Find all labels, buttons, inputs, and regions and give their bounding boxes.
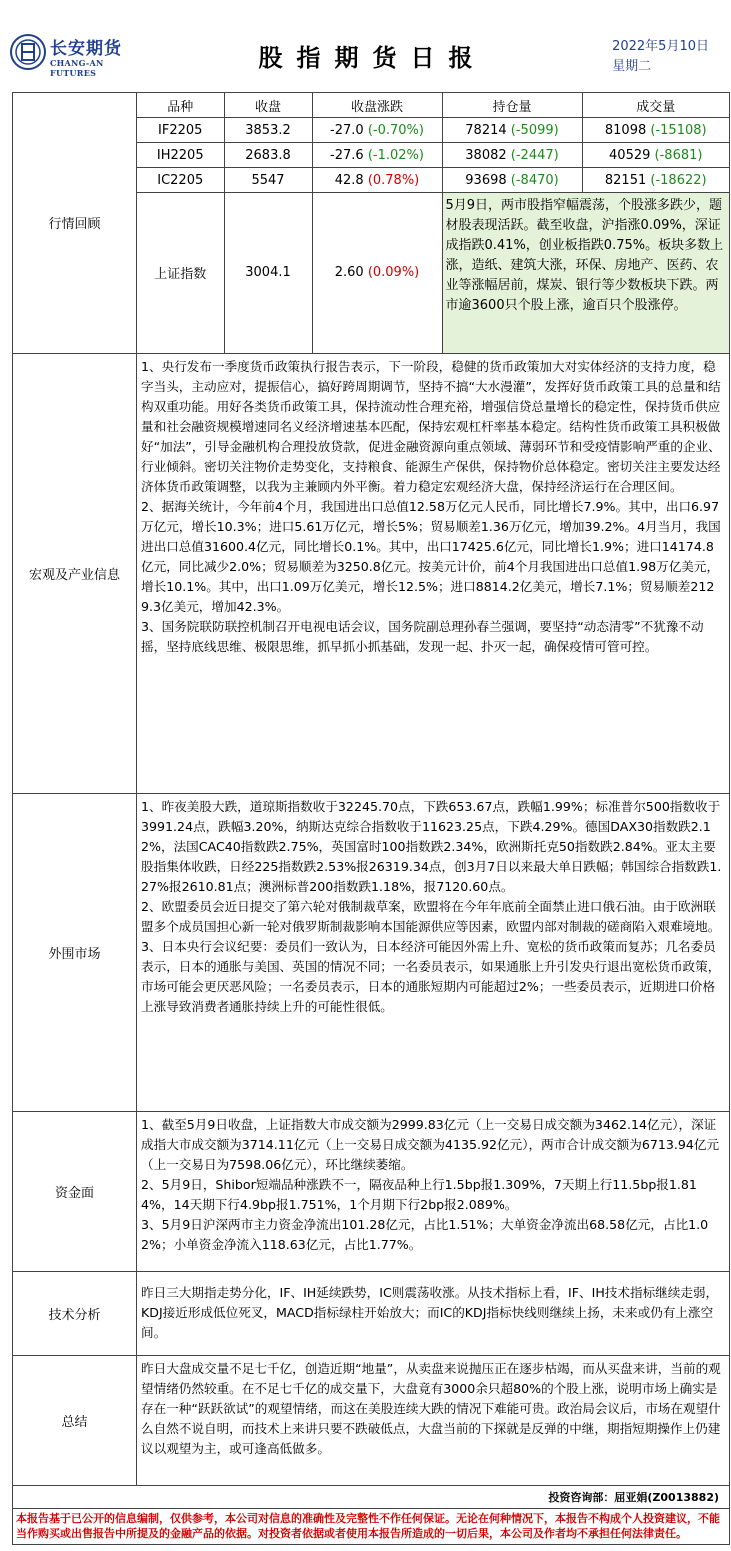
market-table xyxy=(137,93,729,353)
change-value: -27.0 xyxy=(330,122,364,138)
open-interest xyxy=(442,168,582,193)
report-date-text: 2022年5月10日 xyxy=(612,39,709,54)
table-row xyxy=(137,118,729,143)
index-change-value: 2.60 xyxy=(334,265,364,281)
summary-section-text: 昨日大盘成交量不足七千亿，创造近期“地量”，从卖盘来说抛压正在逐步枯竭，而从买盘来讲，当前的观望情绪仍然较重。在不足七千亿的成交量下，大盘竟有3000余只超80%的个股上涨，说明市场上确实是存在一种“跃跃欲试”的观望情绪，而这在美股连续大跌的情况下难能可贵。政治局会议后，市场在观望什么自然不说自明，而技术上来讲只要不跌破低点，大盘当前的下探就是反弹的中继，期指短期操作上仍建议以观望为主，或可逢高低做多。 xyxy=(137,1355,730,1485)
contract-name: IF2205 xyxy=(137,118,224,143)
col-header-open-interest: 持仓量 xyxy=(442,93,582,118)
change-value: 42.8 xyxy=(334,172,364,188)
oi-value: 93698 xyxy=(465,172,507,188)
logo-english-name: CHANG-AN FUTURES xyxy=(50,58,104,78)
close-change xyxy=(312,143,442,168)
index-close: 3004.1 xyxy=(224,193,312,353)
funds-section-text: 1、截至5月9日收盘，上证指数大市成交额为2999.83亿元（上一交易日成交额为3462.14亿元），深证成指大市成交额为3714.11亿元（上一交易日成交额为4135.92亿元），两市合计成交额为6713.94亿元（上一交易日为7598.06亿元），环比继续萎缩。 2、5月9日，Shibor短端品种涨跌不一，隔夜品种上行1.5bp报1.309%，7天期上行11.5bp报1.814%，14天期下行4.9bp报1.751%，1个月期下行2bp报2.089%。 3、5月9日沪深两市主力资金净流出101.28亿元，占比1.51%；大单资金净流出68.58亿元，占比1.02%；小单资金净流入118.63亿元，占比1.77%。 xyxy=(137,1111,730,1271)
close-price: 5547 xyxy=(224,168,312,193)
report-table xyxy=(12,92,730,1545)
col-header-volume: 成交量 xyxy=(582,93,729,118)
disclaimer-text: 本报告基于已公开的信息编制，仅供参考，本公司对信息的准确性及完整性不作任何保证。无论在何种情况下，本报告不构成个人投资建议，不能当作购买或出售报告中所提及的金融产品的依据。对投资者依据或者使用本报告所造成的一切后果，本公司及作者均不承担任何法律责任。 xyxy=(13,1508,730,1544)
close-change xyxy=(312,118,442,143)
table-row xyxy=(137,143,729,168)
open-interest xyxy=(442,143,582,168)
change-pct: (-0.70%) xyxy=(367,122,424,138)
col-header-change: 收盘涨跌 xyxy=(312,93,442,118)
index-change-pct: (0.09%) xyxy=(367,265,420,281)
technical-section-text: 昨日三大期指走势分化，IF、IH延续跌势，IC则震荡收涨。从技术指标上看，IF、IH技术指标继续走弱，KDJ接近形成低位死叉，MACD指标绿柱开始放大；而IC的KDJ指标快线则继续上扬，未来或仍有上涨空间。 xyxy=(137,1271,730,1355)
volume-change: (-8681) xyxy=(654,147,703,163)
funds-section xyxy=(13,1111,730,1271)
macro-section-label: 宏观及产业信息 xyxy=(13,353,137,793)
index-row xyxy=(137,193,729,353)
change-pct: (0.78%) xyxy=(367,172,420,188)
col-header-close: 收盘 xyxy=(224,93,312,118)
technical-section-label: 技术分析 xyxy=(13,1271,137,1355)
contract-name: IH2205 xyxy=(137,143,224,168)
summary-section-label: 总结 xyxy=(13,1355,137,1485)
oi-change: (-8470) xyxy=(510,172,559,188)
index-change xyxy=(312,193,442,353)
volume xyxy=(582,168,729,193)
report-title: 股指期货日报 xyxy=(258,44,487,72)
oi-change: (-2447) xyxy=(510,147,559,163)
contract-name: IC2205 xyxy=(137,168,224,193)
change-pct: (-1.02%) xyxy=(367,147,424,163)
analyst-signature: 投资咨询部：屈亚娟(Z0013882) xyxy=(13,1485,730,1508)
summary-section xyxy=(13,1355,730,1485)
col-header-variety: 品种 xyxy=(137,93,224,118)
volume-change: (-15108) xyxy=(650,122,707,138)
technical-section xyxy=(13,1271,730,1355)
market-section-label: 行情回顾 xyxy=(13,93,137,354)
macro-section xyxy=(13,353,730,793)
volume xyxy=(582,143,729,168)
disclaimer-row xyxy=(13,1508,730,1544)
signature-row xyxy=(13,1485,730,1508)
oi-value: 78214 xyxy=(465,122,507,138)
market-commentary: 5月9日，两市股指窄幅震荡，个股涨多跌少，题材股表现活跃。截至收盘，沪指涨0.09%，深证成指跌0.41%，创业板指跌0.75%。板块多数上涨，造纸、建筑大涨，环保、房地产、医药、农业等涨幅居前，煤炭、银行等少数板块下跌。两市逾3600只个股上涨，逾百只个股涨停。 xyxy=(442,193,729,353)
funds-section-label: 资金面 xyxy=(13,1111,137,1271)
external-section-text: 1、昨夜美股大跌，道琼斯指数收于32245.70点，下跌653.67点，跌幅1.99%；标准普尔500指数收于3991.24点，跌幅3.20%，纳斯达克综合指数收于11623.25点，下跌4.29%。德国DAX30指数跌2.12%，法国CAC40指数跌2.75%，英国富时100指数跌2.34%，欧洲斯托克50指数跌2.84%。亚太主要股指集体收跌，日经225指数跌2.53%报26319.34点，创3月7日以来最大单日跌幅；韩国综合指数跌1.27%报2610.81点；澳洲标普200指数跌1.18%，报7120.60点。 2、欧盟委员会近日提交了第六轮对俄制裁草案，欧盟将在今年年底前全面禁止进口俄石油。由于欧洲联盟多个成员国担心新一轮对俄罗斯制裁影响本国能源供应等因素，欧盟内部对制裁的磋商陷入艰难境地。 3、日本央行会议纪要：委员们一致认为，日本经济可能因外需上升、宽松的货币政策而复苏；几名委员表示，日本的通胀与美国、英国的情况不同；一名委员表示，如果通胀上升引发央行退出宽松货币政策，市场可能会更厌恶风险；一名委员表示，日本的通胀短期内可能超过2%；一些委员表示，近期进口价格上涨导致消费者通胀持续上升的可能性很低。 xyxy=(137,793,730,1111)
logo-chinese-name: 长安期货 xyxy=(50,39,122,59)
market-table-header xyxy=(137,93,729,118)
oi-change: (-5099) xyxy=(510,122,559,138)
close-price: 3853.2 xyxy=(224,118,312,143)
volume-change: (-18622) xyxy=(650,172,707,188)
external-section-label: 外围市场 xyxy=(13,793,137,1111)
index-name: 上证指数 xyxy=(137,193,224,353)
volume xyxy=(582,118,729,143)
report-weekday: 星期二 xyxy=(612,59,652,74)
volume-value: 82151 xyxy=(604,172,647,188)
volume-value: 40529 xyxy=(609,147,651,163)
market-section-content xyxy=(137,93,730,354)
close-price: 2683.8 xyxy=(224,143,312,168)
external-section xyxy=(13,793,730,1111)
table-row xyxy=(137,168,729,193)
close-change xyxy=(312,168,442,193)
oi-value: 38082 xyxy=(465,147,507,163)
macro-section-text: 1、央行发布一季度货币政策执行报告表示，下一阶段，稳健的货币政策加大对实体经济的支持力度，稳字当头，主动应对，提振信心，搞好跨周期调节，坚持不搞“大水漫灌”，发挥好货币政策工具的总量和结构双重功能。用好各类货币政策工具，保持流动性合理充裕，增强信贷总量增长的稳定性，保持货币供应量和社会融资规模增速同名义经济增速基本匹配，保持宏观杠杆率基本稳定。结构性货币政策工具积极做好“加法”，引导金融机构合理投放贷款，促进金融资源向重点领域、薄弱环节和受疫情影响严重的企业、行业倾斜。密切关注物价走势变化，支持粮食、能源生产保供，保持物价总体稳定。密切关注主要发达经济体货币政策调整，以我为主兼顾内外平衡。着力稳定宏观经济大盘，保持经济运行在合理区间。 2、据海关统计，今年前4个月，我国进出口总值12.58万亿元人民币，同比增长7.9%。其中，出口6.97万亿元，增长10.3%；进口5.61万亿元，增长5%；贸易顺差1.36万亿元，增加39.2%。4月当月，我国进出口总值31600.4亿元，同比增长0.1%。其中，出口17425.6亿元，同比增长1.9%；进口14174.8亿元，同比减少2.0%；贸易顺差为3250.8亿元。按美元计价，前4个月我国进出口总值1.98万亿美元，增长10.1%。其中，出口1.09万亿美元，增长12.5%；进口8814.2亿美元，增长7.1%；贸易顺差2129.3亿美元，增加42.3%。 3、国务院联防联控机制召开电视电话会议，国务院副总理孙春兰强调，要坚持“动态清零”不犹豫不动摇，坚持底线思维、极限思维，抓早抓小抓基础，发现一起、扑灭一起，确保疫情可管可控。 xyxy=(137,353,730,793)
volume-value: 81098 xyxy=(604,122,647,138)
report-header xyxy=(0,0,731,92)
change-value: -27.6 xyxy=(330,147,364,163)
market-section xyxy=(13,93,730,354)
report-date xyxy=(612,37,709,77)
open-interest xyxy=(442,118,582,143)
